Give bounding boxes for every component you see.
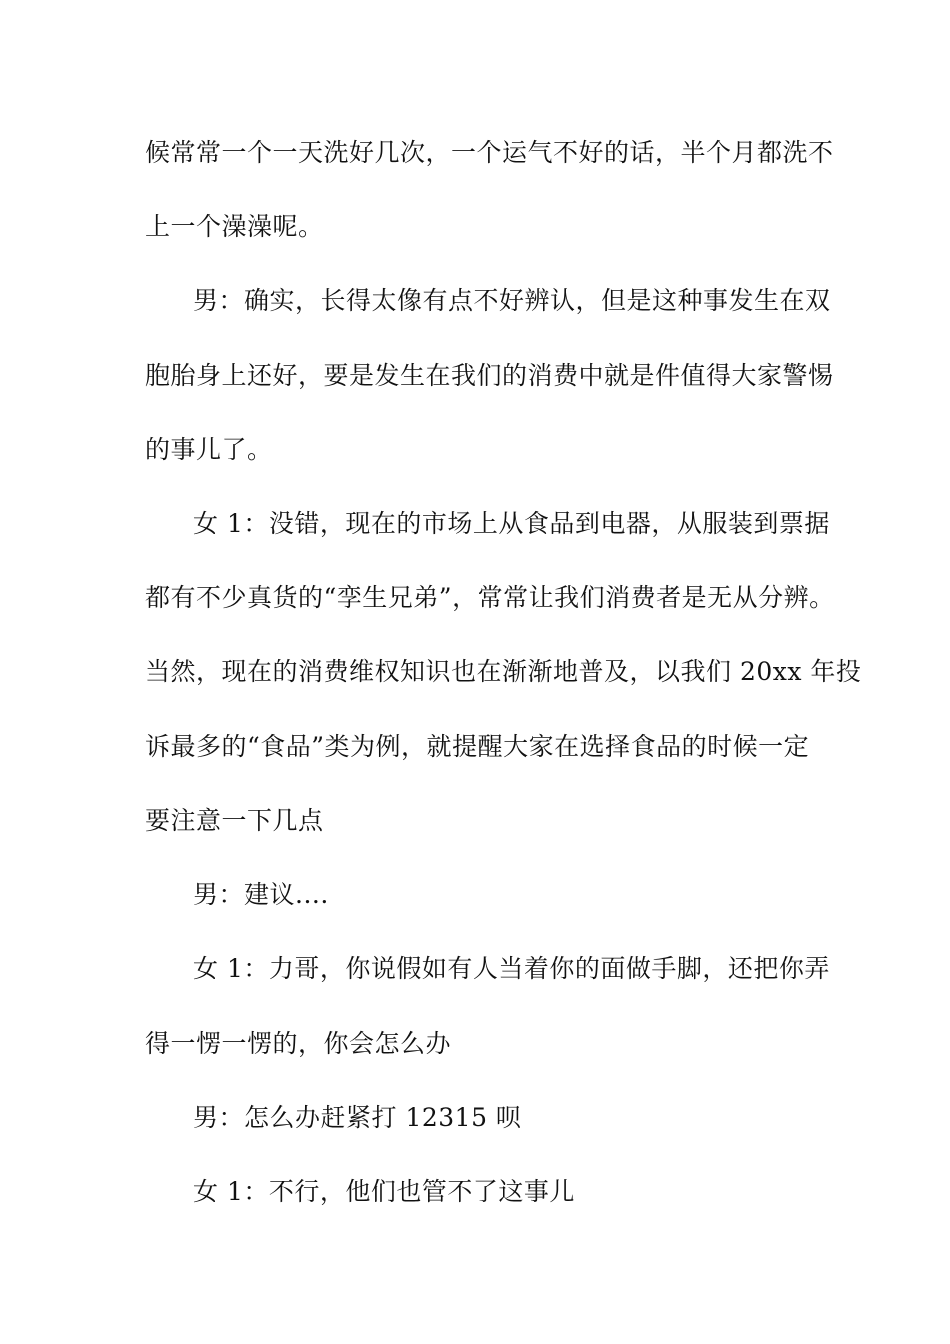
- paragraph-start: 男：建议....: [193, 880, 329, 909]
- text-line: 都有不少真货的“孪生兄弟”，常常让我们消费者是无从分辨。: [145, 583, 835, 612]
- text-line: 当然，现在的消费维权知识也在渐渐地普及，以我们 20xx 年投: [145, 657, 862, 686]
- paragraph-start: 女 1：没错，现在的市场上从食品到电器，从服装到票据: [193, 509, 830, 538]
- text-line: 诉最多的“食品”类为例，就提醒大家在选择食品的时候一定: [145, 732, 810, 761]
- text-line: 胞胎身上还好，要是发生在我们的消费中就是件值得大家警惕: [145, 361, 834, 390]
- paragraph-start: 女 1：不行，他们也管不了这事儿: [193, 1177, 575, 1206]
- text-line: 要注意一下几点: [145, 806, 324, 835]
- text-line: 候常常一个一天洗好几次，一个运气不好的话，半个月都洗不: [145, 138, 834, 167]
- text-line: 的事儿了。: [145, 435, 273, 464]
- paragraph-start: 男：怎么办赶紧打 12315 呗: [193, 1103, 522, 1132]
- text-line: 上一个澡澡呢。: [145, 212, 324, 241]
- paragraph-start: 男：确实，长得太像有点不好辨认，但是这种事发生在双: [193, 286, 831, 315]
- paragraph-start: 女 1：力哥，你说假如有人当着你的面做手脚，还把你弄: [193, 954, 830, 983]
- text-line: 得一愣一愣的，你会怎么办: [145, 1029, 452, 1058]
